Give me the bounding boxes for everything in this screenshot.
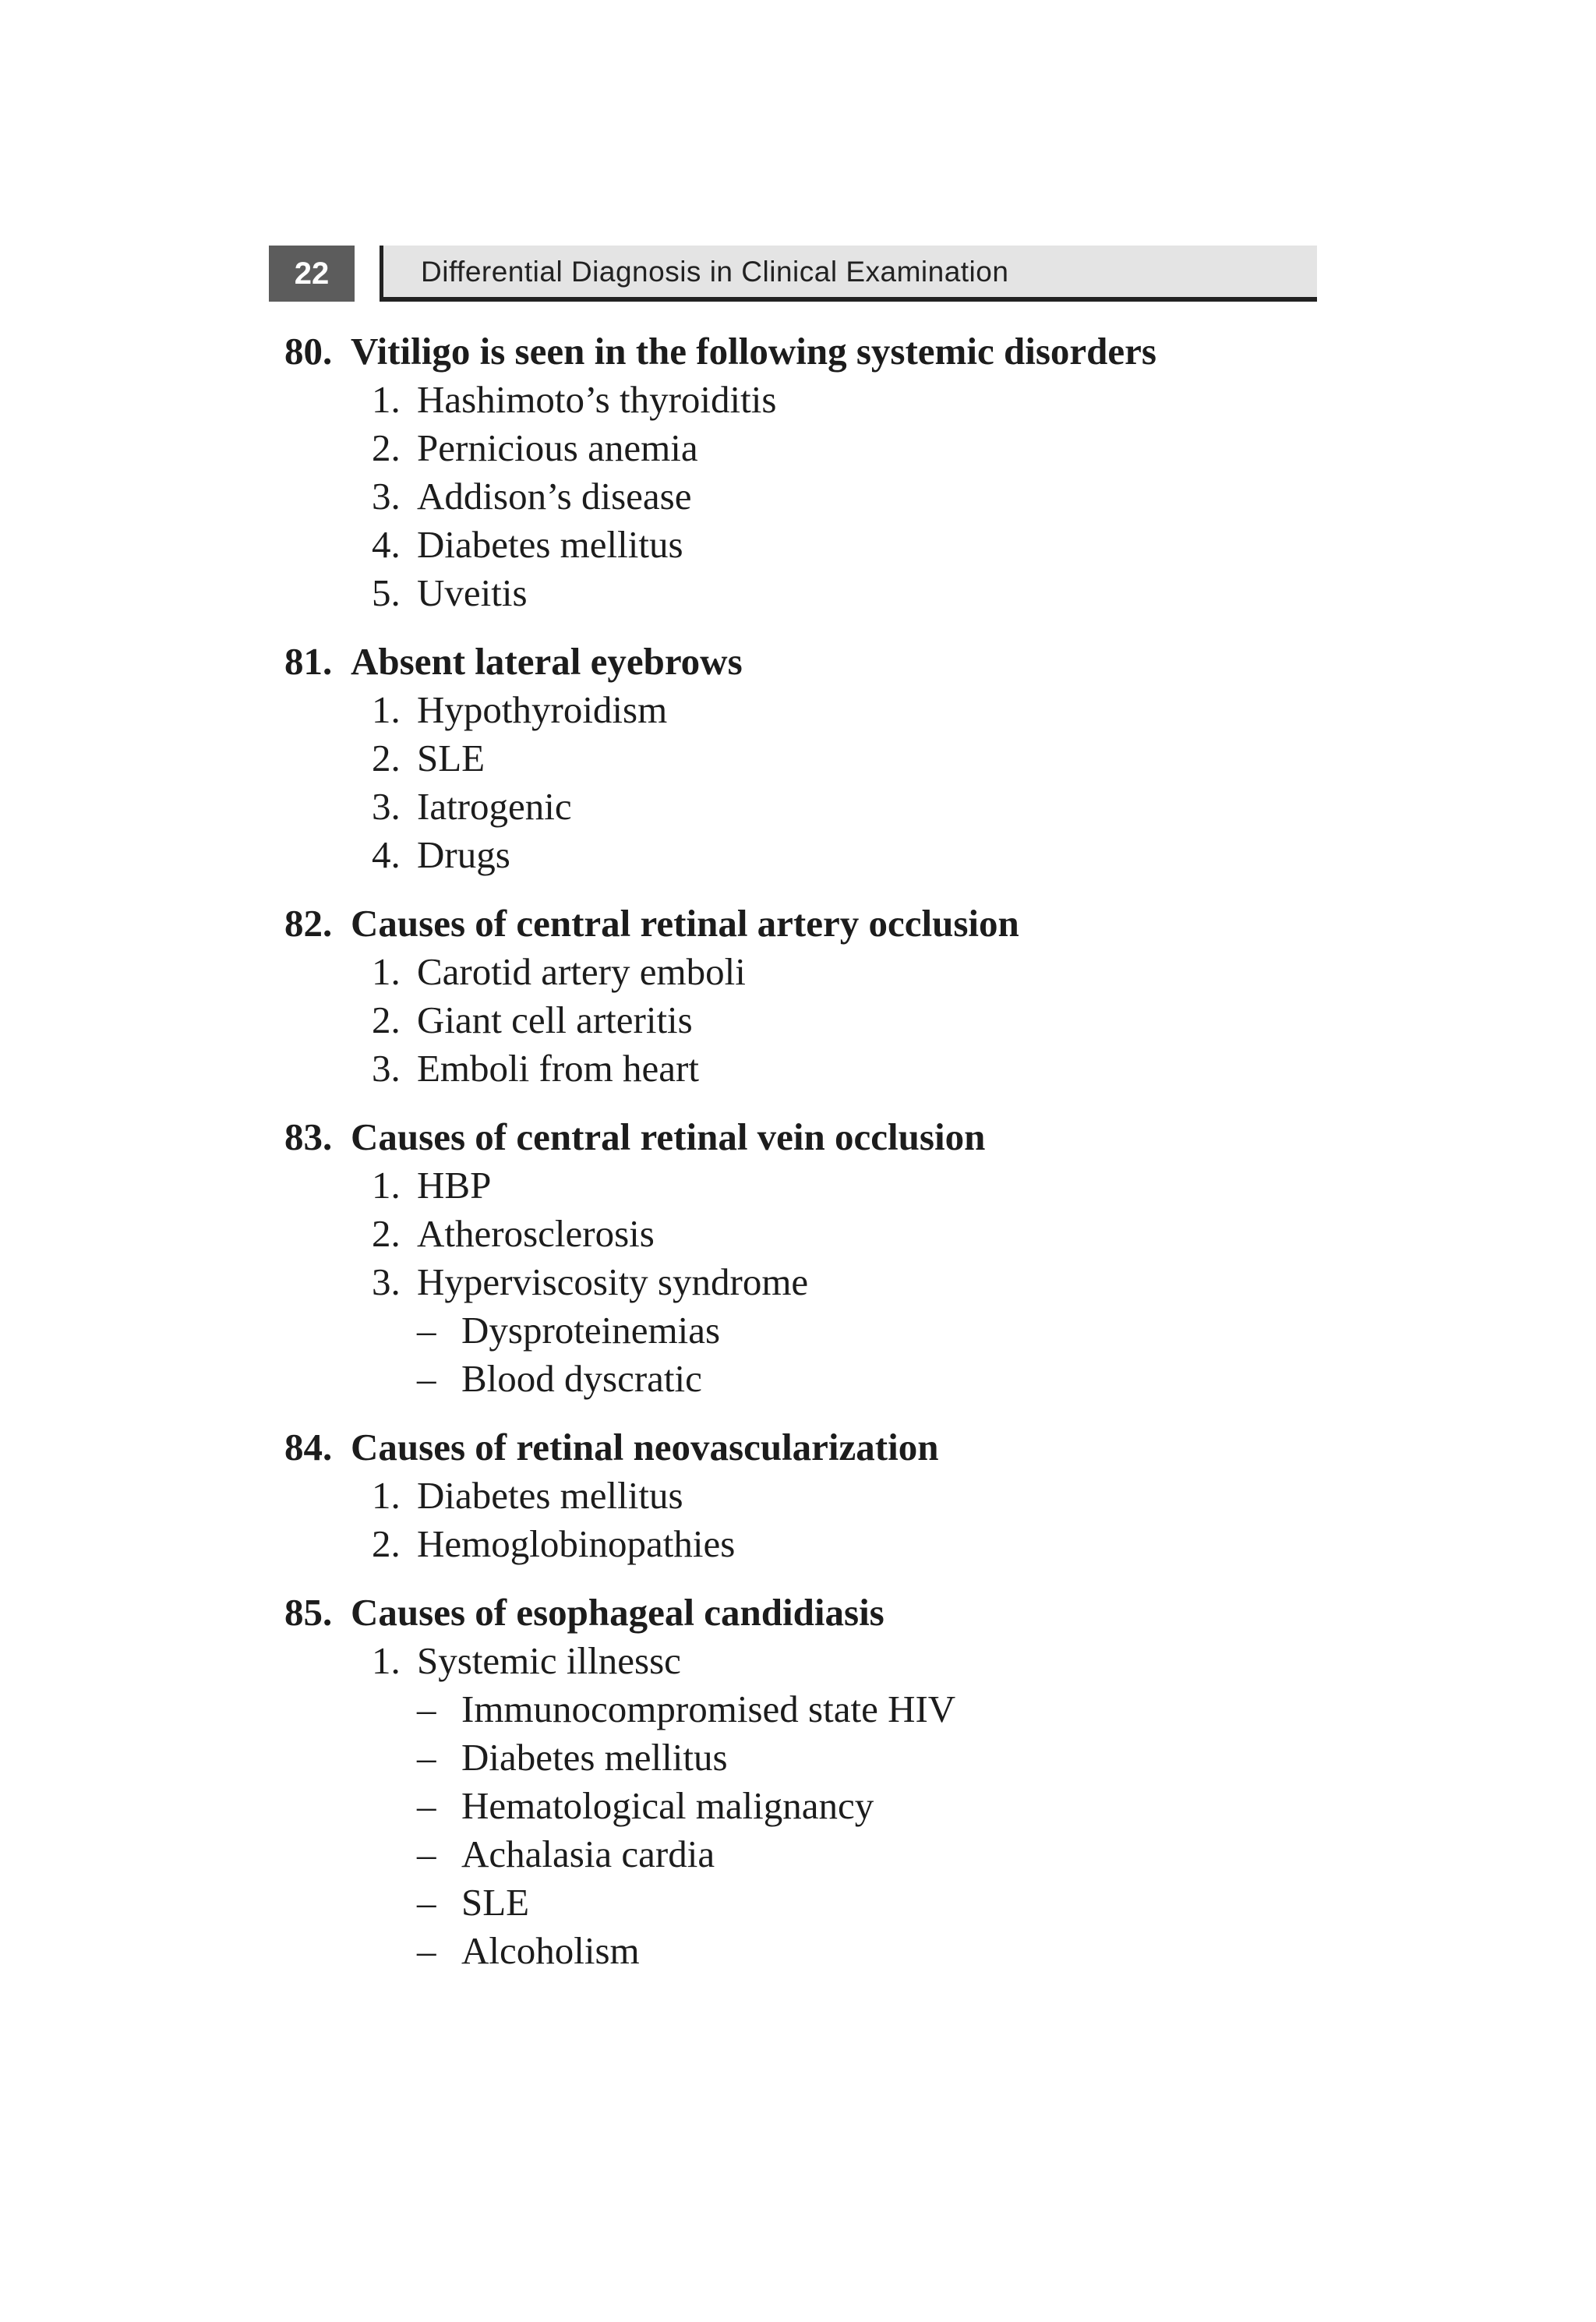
list-item <box>284 569 1313 617</box>
item-number: 1. <box>372 1164 401 1207</box>
dash-bullet: – <box>417 1736 436 1779</box>
sub-list-item <box>284 1782 1313 1830</box>
item-number: 2. <box>372 1212 401 1255</box>
section-title: Absent lateral eyebrows <box>351 640 743 683</box>
list-item <box>284 686 1313 734</box>
item-number: 5. <box>372 571 401 614</box>
item-number: 1. <box>372 1639 401 1682</box>
running-title: Differential Diagnosis in Clinical Examination <box>421 256 1009 288</box>
section-heading <box>284 899 1313 948</box>
item-number: 3. <box>372 1260 401 1303</box>
item-text: Giant cell arteritis <box>417 998 693 1041</box>
section-number: 80. <box>284 330 333 373</box>
item-number: 2. <box>372 1522 401 1565</box>
dash-bullet: – <box>417 1357 436 1400</box>
dash-bullet: – <box>417 1833 436 1875</box>
item-text: Drugs <box>417 833 510 876</box>
list-item <box>284 734 1313 783</box>
item-number: 3. <box>372 475 401 518</box>
item-number: 1. <box>372 1474 401 1517</box>
section-number: 82. <box>284 902 333 945</box>
list-item <box>284 1044 1313 1093</box>
running-title-bar <box>380 246 1317 302</box>
item-text: Diabetes mellitus <box>417 523 683 566</box>
section-number: 81. <box>284 640 333 683</box>
item-text: Addison’s disease <box>417 475 692 518</box>
sub-item-text: Achalasia cardia <box>461 1833 715 1875</box>
item-text: Atherosclerosis <box>417 1212 655 1255</box>
list-item <box>284 831 1313 879</box>
item-number: 1. <box>372 688 401 731</box>
section-heading <box>284 1589 1313 1637</box>
section-81 <box>284 638 1313 879</box>
dash-bullet: – <box>417 1881 436 1924</box>
sub-list-item <box>284 1878 1313 1927</box>
sub-item-text: Alcoholism <box>461 1929 640 1972</box>
page-content <box>284 327 1313 1995</box>
item-number: 2. <box>372 737 401 779</box>
section-heading <box>284 638 1313 686</box>
page-header <box>269 246 1313 302</box>
list-item <box>284 1258 1313 1306</box>
section-title: Causes of central retinal artery occlusion <box>351 902 1019 945</box>
item-text: HBP <box>417 1164 492 1207</box>
item-text: Systemic illnessc <box>417 1639 681 1682</box>
sub-list-item <box>284 1734 1313 1782</box>
sub-item-text: Immunocompromised state HIV <box>461 1688 956 1730</box>
section-80 <box>284 327 1313 617</box>
section-number: 83. <box>284 1115 333 1158</box>
list-item <box>284 424 1313 472</box>
section-title: Causes of retinal neovascularization <box>351 1426 939 1468</box>
item-number: 3. <box>372 1047 401 1090</box>
section-heading <box>284 1423 1313 1472</box>
list-item <box>284 948 1313 996</box>
list-item <box>284 1472 1313 1520</box>
item-text: Iatrogenic <box>417 785 572 828</box>
item-number: 1. <box>372 378 401 421</box>
list-item <box>284 1637 1313 1685</box>
section-number: 84. <box>284 1426 333 1468</box>
section-heading <box>284 327 1313 376</box>
sub-item-text: SLE <box>461 1881 530 1924</box>
list-item <box>284 376 1313 424</box>
item-number: 4. <box>372 833 401 876</box>
sub-item-text: Blood dyscratic <box>461 1357 702 1400</box>
list-item <box>284 1210 1313 1258</box>
item-text: Carotid artery emboli <box>417 950 746 993</box>
item-text: Uveitis <box>417 571 528 614</box>
section-83 <box>284 1113 1313 1403</box>
section-82 <box>284 899 1313 1093</box>
item-text: Hashimoto’s thyroiditis <box>417 378 777 421</box>
sub-list-item <box>284 1306 1313 1355</box>
item-text: Emboli from heart <box>417 1047 699 1090</box>
dash-bullet: – <box>417 1784 436 1827</box>
section-84 <box>284 1423 1313 1568</box>
item-text: Hemoglobinopathies <box>417 1522 736 1565</box>
list-item <box>284 1161 1313 1210</box>
section-85 <box>284 1589 1313 1975</box>
dash-bullet: – <box>417 1309 436 1352</box>
dash-bullet: – <box>417 1929 436 1972</box>
section-title: Vitiligo is seen in the following systemic disorders <box>351 330 1156 373</box>
list-item <box>284 472 1313 521</box>
sub-list-item <box>284 1830 1313 1878</box>
item-number: 2. <box>372 426 401 469</box>
item-text: Hypothyroidism <box>417 688 668 731</box>
section-number: 85. <box>284 1591 333 1634</box>
item-number: 1. <box>372 950 401 993</box>
item-text: Diabetes mellitus <box>417 1474 683 1517</box>
page-number: 22 <box>269 246 355 302</box>
item-text: Hyperviscosity syndrome <box>417 1260 809 1303</box>
list-item <box>284 1520 1313 1568</box>
sub-item-text: Diabetes mellitus <box>461 1736 728 1779</box>
section-title: Causes of central retinal vein occlusion <box>351 1115 986 1158</box>
sub-list-item <box>284 1355 1313 1403</box>
dash-bullet: – <box>417 1688 436 1730</box>
sub-item-text: Hematological malignancy <box>461 1784 874 1827</box>
list-item <box>284 996 1313 1044</box>
sub-item-text: Dysproteinemias <box>461 1309 721 1352</box>
sub-list-item <box>284 1685 1313 1734</box>
item-text: SLE <box>417 737 486 779</box>
item-number: 2. <box>372 998 401 1041</box>
list-item <box>284 521 1313 569</box>
section-title: Causes of esophageal candidiasis <box>351 1591 885 1634</box>
item-text: Pernicious anemia <box>417 426 698 469</box>
list-item <box>284 783 1313 831</box>
sub-list-item <box>284 1927 1313 1975</box>
item-number: 3. <box>372 785 401 828</box>
item-number: 4. <box>372 523 401 566</box>
section-heading <box>284 1113 1313 1161</box>
